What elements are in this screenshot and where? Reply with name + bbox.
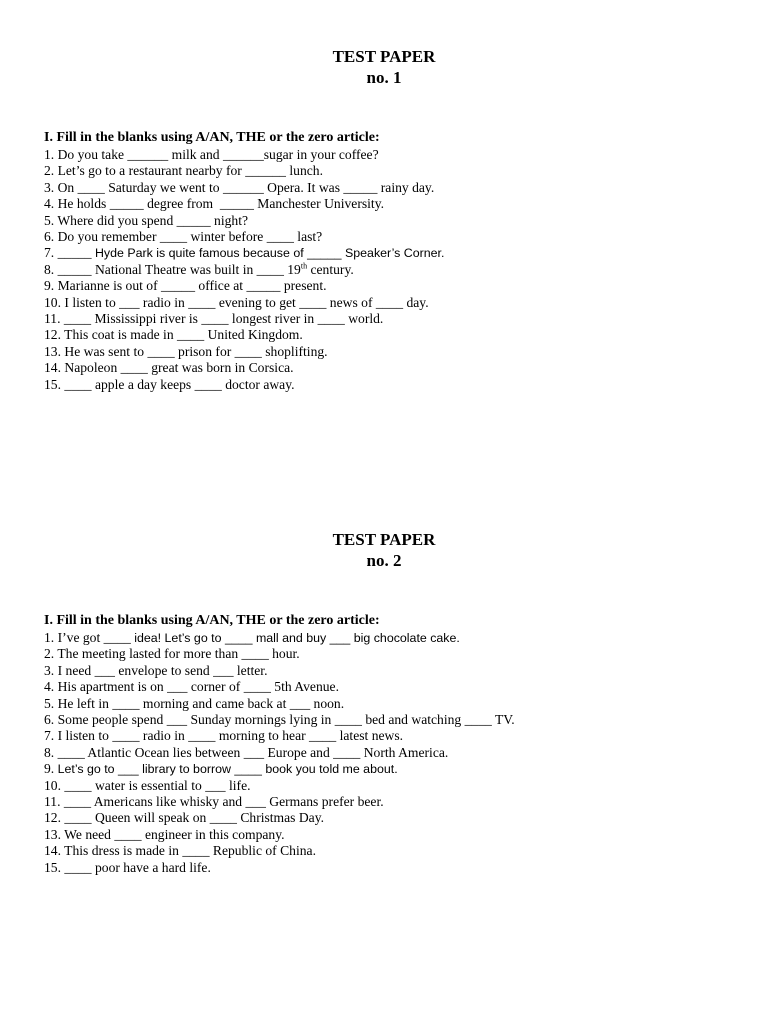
question-item	[44, 679, 515, 695]
question-text: Let’s go to ___ library to borrow ____ book you told me about.	[57, 762, 398, 777]
question-text: 8. ____ Atlantic Ocean lies between ___ Europe and ____ North America.	[44, 744, 449, 760]
question-item	[44, 827, 515, 843]
question-text: 7. _____	[44, 245, 95, 261]
question-item	[44, 180, 444, 196]
test-title: TEST PAPER	[332, 530, 436, 549]
test-number: no. 1	[366, 68, 402, 87]
question-text: 1. I’ve got ____	[44, 630, 135, 645]
question-text: 11. ____ Mississippi river is ____ longest river in ____ world.	[44, 311, 384, 327]
question-item	[44, 327, 444, 343]
question-item	[44, 646, 515, 662]
question-text: 4. His apartment is on ___ corner of ____ 5th Avenue.	[44, 679, 339, 695]
question-text: 10. I listen to ___ radio in ____ evening to get ____ news of ____ day.	[44, 294, 429, 310]
question-item	[44, 147, 444, 163]
question-text: 10. ____ water is essential to ___ life.	[44, 777, 251, 793]
test-number: no. 2	[366, 551, 402, 570]
question-text: 1. Do you take ______ milk and ______sugar in your coffee?	[44, 147, 379, 162]
question-item	[44, 778, 515, 794]
question-list	[44, 630, 515, 876]
question-text: 6. Some people spend ___ Sunday mornings lying in ____ bed and watching ____ TV.	[44, 712, 515, 728]
question-text: 8. _____ National Theatre was built in ____ 19	[44, 261, 301, 277]
question-text: 9.	[44, 761, 58, 777]
question-text: 7. I listen to ____ radio in ____ morning to hear ____ latest news.	[44, 728, 404, 744]
question-item	[44, 213, 444, 229]
question-item	[44, 196, 444, 212]
question-list	[44, 147, 444, 393]
question-text: 13. We need ____ engineer in this company.	[44, 826, 285, 842]
question-item	[44, 745, 515, 761]
question-text: 9. Marianne is out of _____ office at _____ present.	[44, 278, 327, 294]
question-item	[44, 377, 444, 393]
question-item	[44, 860, 515, 876]
question-text: 3. I need ___ envelope to send ___ letter.	[44, 662, 268, 678]
exercise-instruction: I. Fill in the blanks using A/AN, THE or the zero article:	[44, 130, 380, 145]
question-text: 2. The meeting lasted for more than ____ hour.	[44, 646, 300, 662]
question-text: 5. Where did you spend _____ night?	[44, 212, 248, 228]
test-paper-1	[0, 46, 768, 392]
test-paper-2	[0, 529, 768, 875]
question-text: 6. Do you remember ____ winter before ____ last?	[44, 229, 323, 245]
exercise-instruction: I. Fill in the blanks using A/AN, THE or the zero article:	[44, 613, 380, 628]
question-text: 12. This coat is made in ____ United Kingdom.	[44, 327, 303, 343]
question-text: 15. ____ apple a day keeps ____ doctor away.	[44, 376, 295, 392]
question-text: idea! Let’s go to ____ mall and buy ___ big chocolate cake.	[134, 631, 460, 645]
question-text: 3. On ____ Saturday we went to ______ Opera. It was _____ rainy day.	[44, 179, 435, 195]
question-item	[44, 663, 515, 679]
question-text: Hyde Park is quite famous because of _____ Speaker’s Corner.	[94, 246, 445, 261]
question-item	[44, 728, 515, 744]
question-item	[44, 630, 515, 646]
question-text: 15. ____ poor have a hard life.	[44, 859, 211, 875]
question-text: 12. ____ Queen will speak on ____ Christmas Day.	[44, 810, 325, 826]
question-item	[44, 696, 515, 712]
question-text: 14. Napoleon ____ great was born in Corsica.	[44, 360, 294, 376]
question-item	[44, 810, 515, 826]
question-item	[44, 295, 444, 311]
question-item	[44, 163, 444, 179]
question-item	[44, 843, 515, 859]
question-item	[44, 278, 444, 294]
question-text: 2. Let’s go to a restaurant nearby for ______ lunch.	[44, 163, 323, 179]
question-item	[44, 360, 444, 376]
question-item	[44, 712, 515, 728]
question-item	[44, 229, 444, 245]
question-text: century.	[307, 261, 354, 277]
question-text: 4. He holds _____ degree from _____ Manchester University.	[44, 196, 385, 212]
question-text: 14. This dress is made in ____ Republic of China.	[44, 843, 316, 859]
question-item	[44, 245, 444, 261]
question-item	[44, 262, 444, 278]
question-text: 11. ____ Americans like whisky and ___ Germans prefer beer.	[44, 794, 384, 810]
question-item	[44, 344, 444, 360]
question-item	[44, 794, 515, 810]
question-item	[44, 311, 444, 327]
question-item	[44, 761, 515, 777]
question-text: th	[300, 261, 308, 271]
test-title: TEST PAPER	[332, 47, 436, 66]
question-text: 13. He was sent to ____ prison for ____ shoplifting.	[44, 343, 328, 359]
question-text: 5. He left in ____ morning and came back at ___ noon.	[44, 695, 345, 711]
